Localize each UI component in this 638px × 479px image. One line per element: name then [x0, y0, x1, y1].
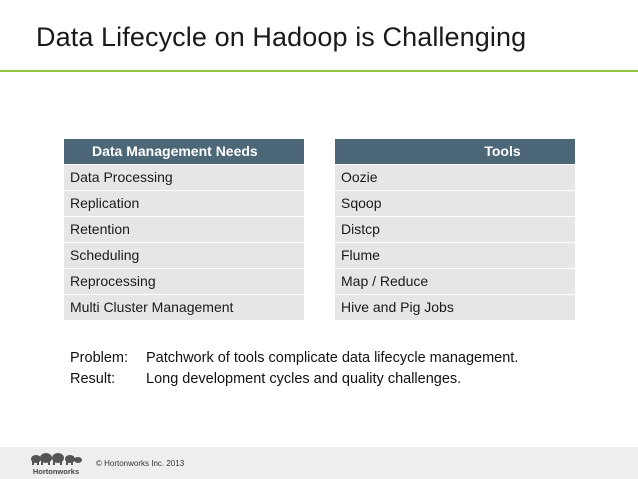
- result-label: Result:: [70, 371, 116, 387]
- slide-footer: [0, 447, 638, 479]
- needs-table-header: Data Management Needs: [64, 139, 304, 164]
- needs-table-cell: Scheduling: [64, 243, 304, 268]
- problem-text: Patchwork of tools complicate data lifecycle management.: [146, 350, 519, 366]
- tools-table: [335, 139, 575, 321]
- logo-wordmark: Hortonworks: [32, 467, 80, 476]
- result-note: [70, 369, 518, 390]
- result-text: Long development cycles and quality challenges.: [146, 371, 462, 387]
- tools-table-cell: Oozie: [335, 165, 575, 190]
- tools-table-cell: Distcp: [335, 217, 575, 242]
- needs-table: [64, 139, 304, 321]
- notes-block: [70, 348, 518, 390]
- tools-table-cell: Sqoop: [335, 191, 575, 216]
- tools-table-header: Tools: [335, 139, 575, 164]
- problem-label: Problem:: [70, 350, 129, 366]
- needs-table-cell: Data Processing: [64, 165, 304, 190]
- title-divider: [0, 70, 638, 72]
- needs-table-cell: Reprocessing: [64, 269, 304, 294]
- tools-table-cell: Flume: [335, 243, 575, 268]
- copyright-text: © Hortonworks Inc. 2013: [96, 459, 185, 468]
- slide-title: Data Lifecycle on Hadoop is Challenging: [36, 22, 527, 52]
- hortonworks-logo-icon: [28, 450, 84, 476]
- needs-table-cell: Replication: [64, 191, 304, 216]
- tools-table-cell: Hive and Pig Jobs: [335, 295, 575, 320]
- needs-table-cell: Multi Cluster Management: [64, 295, 304, 320]
- needs-table-cell: Retention: [64, 217, 304, 242]
- tools-table-cell: Map / Reduce: [335, 269, 575, 294]
- problem-note: [70, 348, 518, 369]
